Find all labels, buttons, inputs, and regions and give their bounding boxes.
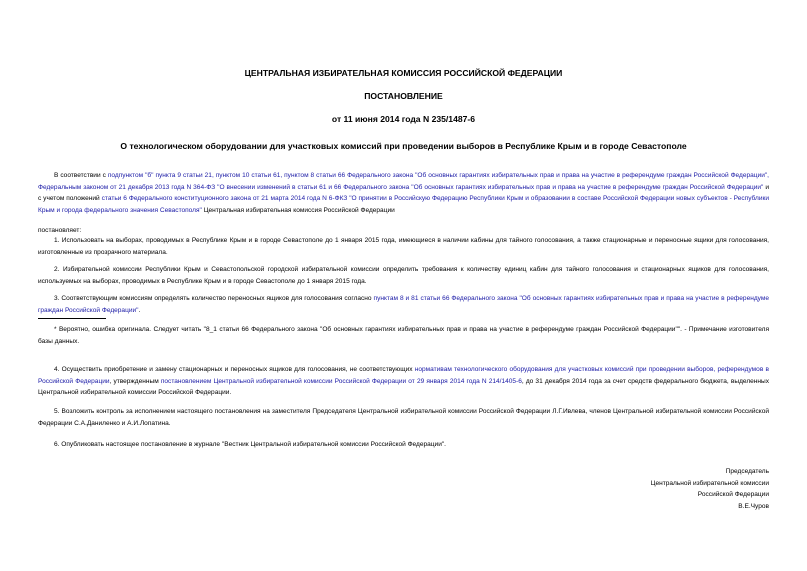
signature-position: Председатель [725, 468, 769, 475]
signature-country: Российской Федерации [697, 491, 769, 499]
item-5: 5. Возложить контроль за исполнением настоящего постановления на заместителя Председателя Центральной избирательной комиссии Российской Федерации Л.Г.Ивлева, членов Центральной избирательной комиссии Российской Федерации С.А.Даниленко и А.И.Лопатина. [38, 408, 769, 427]
document-date-number: от 11 июня 2014 года N 235/1487-6 [331, 114, 476, 124]
item-4-norms-link[interactable]: нормативам технологического оборудования для участковых комиссий при проведении выборов, референдумов в Российской Федерации [38, 366, 769, 385]
preamble-text-3: Центральная избирательная комиссия Российской Федерации [201, 206, 395, 214]
item-3-law-link[interactable]: пунктам 8 и 81 статьи 66 Федерального закона "Об основных гарантиях избирательных прав и права на участие в референдуме граждан Российской Федерации" [38, 295, 769, 314]
item-4-text-1: 4. Осуществить приобретение и замену стационарных и переносных ящиков для голосования, не соответствующих [54, 366, 415, 373]
item-6: 6. Опубликовать настоящее постановление в журнале "Вестник Центральной избирательной комиссии Российской Федерации". [54, 441, 446, 448]
signature-block [529, 466, 769, 512]
item-3 [38, 293, 769, 316]
item-1: 1. Использовать на выборах, проводимых в Республике Крым и в городе Севастополе до 1 января 2015 года, имеющиеся в наличии кабины для тайного голосования, а также стационарные и переносные ящики для голосования, изготовленные из прозрачного материала. [38, 237, 769, 256]
document-type: ПОСТАНОВЛЕНИЕ [364, 91, 443, 101]
footnote: * Вероятно, ошибка оригинала. Следует читать "8_1 статьи 66 Федерального закона "Об основных гарантиях избирательных прав и права на участие в референдуме граждан Российской Федерации"". - Примечание изготовителя базы данных. [38, 326, 769, 345]
signature-name: В.Е.Чуров [738, 502, 769, 510]
preamble-text-2: и с учетом положений [38, 183, 769, 202]
preamble-text-1: В соответствии с [54, 172, 108, 179]
item-3-text-1: 3. Соответствующим комиссиям определять количество переносных ящиков для голосования согласно [54, 295, 374, 302]
resolves-label: постановляет: [38, 227, 82, 234]
item-4-text-3: , до 31 декабря 2014 года за счет средств федерального бюджета, выделенных Центральной избирательной комиссии Российской Федерации. [38, 377, 769, 396]
signature-organization: Центральной избирательной комиссии [650, 479, 769, 487]
preamble-constitutional-law-link[interactable]: статьи 6 Федерального конституционного закона от 21 марта 2014 года N 6-ФКЗ "О принятии в Российскую Федерацию Республики Крым и образовании в составе Российской Федерации новых субъектов - Республики Крым и города федерального значения Севастополя" [38, 195, 770, 214]
document-title: О технологическом оборудовании для участковых комиссий при проведении выборов в Республике Крым и в городе Севастополе [120, 141, 687, 151]
preamble-paragraph [38, 170, 769, 216]
item-4-resolution-link[interactable]: постановлением Центральной избирательной комиссии Российской Федерации от 29 января 2014 года N 214/1405-6 [160, 377, 522, 385]
item-3-text-2: . [138, 306, 141, 314]
item-4-text-2: , утвержденным [109, 377, 161, 385]
preamble-law-link[interactable]: подпунктом "б" пункта 9 статьи 21, пунктом 10 статьи 61, пунктом 8 статьи 66 Федерального закона "Об основных гарантиях избирательных прав и права на участие в референдуме граждан Российской Федерации", Федеральным законом от 21 декабря 2013 года N 364-ФЗ "О внесении изменений в статьи 61 и 66 Федерального закона "Об основных гарантиях избирательных прав и права на участие в референдуме граждан Российской Федерации" [38, 172, 769, 191]
item-2: 2. Избирательной комиссии Республики Крым и Севастопольской городской избирательной комиссии определить требования к количеству единиц кабин для тайного голосования и стационарных ящиков для голосования, используемых на выборах, проводимых в Республике Крым и в городе Севастополе до 1 января 2015 года. [38, 266, 769, 285]
item-4 [38, 364, 769, 399]
footnote-divider [38, 318, 106, 319]
commission-name: ЦЕНТРАЛЬНАЯ ИЗБИРАТЕЛЬНАЯ КОМИССИЯ РОССИЙСКОЙ ФЕДЕРАЦИИ [244, 68, 563, 78]
